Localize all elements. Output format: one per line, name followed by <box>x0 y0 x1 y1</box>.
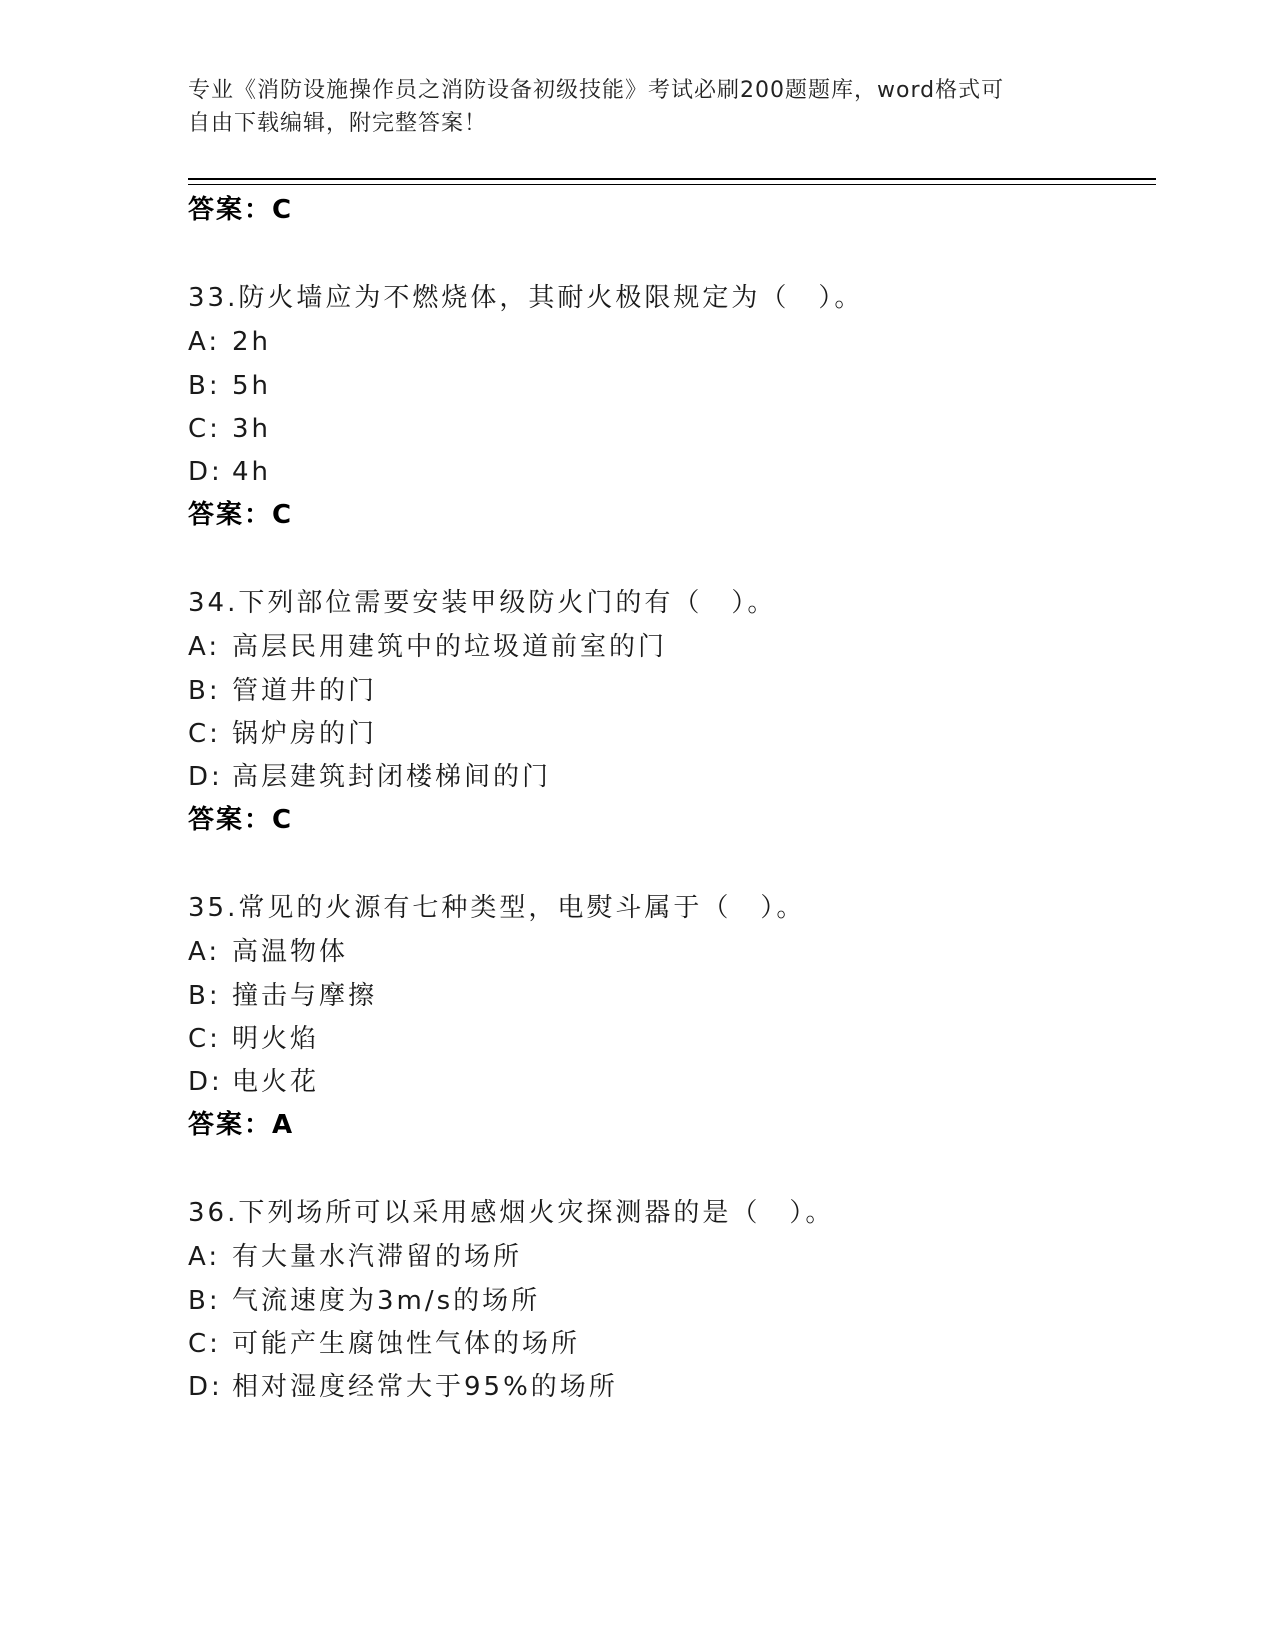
option-key: D: <box>188 1067 223 1097</box>
option-text: 高层民用建筑中的垃圾道前室的门 <box>232 632 668 662</box>
header-divider-thick <box>188 178 1156 180</box>
option-text: 3h <box>232 414 272 444</box>
question-stem: 34.下列部位需要安装甲级防火门的有（ ）。 <box>188 588 777 618</box>
header-line-1: 专业《消防设施操作员之消防设备初级技能》考试必刷200题题库，word格式可 <box>188 78 1005 103</box>
option-text: 高层建筑封闭楼梯间的门 <box>232 762 552 792</box>
question-stem: 33.防火墙应为不燃烧体，其耐火极限规定为（ ）。 <box>188 283 864 313</box>
option-key: B: <box>188 981 221 1011</box>
option-a <box>188 326 271 358</box>
header-line-2: 自由下载编辑，附完整答案！ <box>188 111 488 136</box>
option-key: A: <box>188 1242 221 1272</box>
option-key: A: <box>188 937 221 967</box>
option-c <box>188 1023 319 1055</box>
option-text: 4h <box>232 457 272 487</box>
option-key: B: <box>188 1286 221 1316</box>
option-text: 2h <box>232 327 272 357</box>
option-key: C: <box>188 1329 221 1359</box>
option-key: B: <box>188 371 221 401</box>
option-key: A: <box>188 632 221 662</box>
option-text: 相对湿度经常大于95%的场所 <box>232 1372 618 1402</box>
question-stem: 35.常见的火源有七种类型，电熨斗属于（ ）。 <box>188 893 806 923</box>
option-b <box>188 370 271 402</box>
answer-line: 答案：C <box>188 805 294 835</box>
option-d <box>188 761 551 793</box>
option-d <box>188 456 271 488</box>
option-text: 5h <box>232 371 272 401</box>
question-stem: 36.下列场所可以采用感烟火灾探测器的是（ ）。 <box>188 1198 835 1228</box>
option-c <box>188 1328 580 1360</box>
option-key: A: <box>188 327 221 357</box>
option-b <box>188 1285 540 1317</box>
option-text: 可能产生腐蚀性气体的场所 <box>232 1329 581 1359</box>
answer-line: 答案：C <box>188 195 294 225</box>
option-d <box>188 1371 618 1403</box>
option-text: 高温物体 <box>232 937 349 967</box>
option-c <box>188 718 377 750</box>
option-c <box>188 413 271 445</box>
option-key: C: <box>188 719 221 749</box>
option-a <box>188 1241 522 1273</box>
option-key: B: <box>188 676 221 706</box>
option-text: 有大量水汽滞留的场所 <box>232 1242 523 1272</box>
option-b <box>188 675 377 707</box>
option-b <box>188 980 377 1012</box>
option-key: C: <box>188 1024 221 1054</box>
option-key: C: <box>188 414 221 444</box>
option-text: 锅炉房的门 <box>232 719 378 749</box>
option-d <box>188 1066 319 1098</box>
option-a <box>188 631 667 663</box>
option-key: D: <box>188 1372 223 1402</box>
option-key: D: <box>188 457 223 487</box>
answer-line: 答案：C <box>188 500 294 530</box>
header-divider-thin <box>188 184 1156 185</box>
option-text: 气流速度为3m/s的场所 <box>232 1286 541 1316</box>
option-text: 撞击与摩擦 <box>232 981 378 1011</box>
option-text: 明火焰 <box>232 1024 320 1054</box>
document-header <box>188 74 1088 140</box>
option-text: 管道井的门 <box>232 676 378 706</box>
option-text: 电火花 <box>232 1067 320 1097</box>
option-a <box>188 936 348 968</box>
option-key: D: <box>188 762 223 792</box>
answer-line: 答案：A <box>188 1110 295 1140</box>
